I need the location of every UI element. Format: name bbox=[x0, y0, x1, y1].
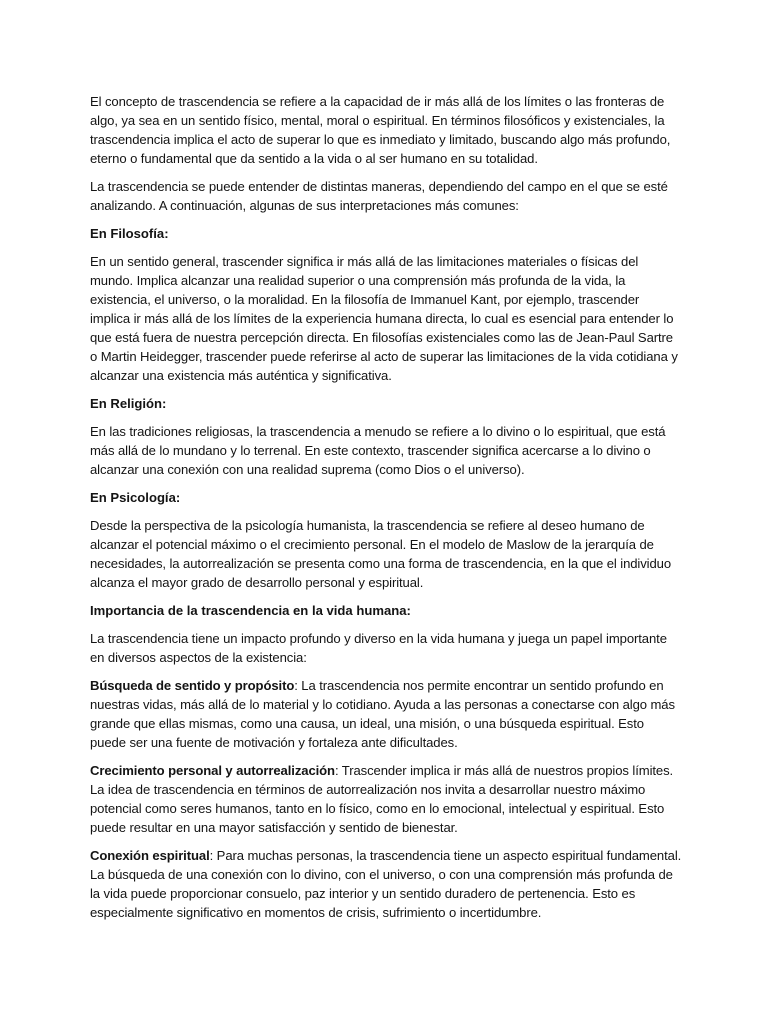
point-sentido-proposito bbox=[90, 676, 682, 752]
point-crecimiento-personal bbox=[90, 761, 682, 837]
section-body-filosofia: En un sentido general, trascender significa ir más allá de las limitaciones materiales o físicas del mundo. Implica alcanzar una realidad superior o una comprensión más profunda de la vida, la existencia, el universo, o la moralidad. En la filosofía de Immanuel Kant, por ejemplo, trascender implica ir más allá de los límites de la experiencia humana directa, lo cual es esencial para entender lo que está fuera de nuestra percepción directa. En filosofías existenciales como las de Jean-Paul Sartre o Martin Heidegger, trascender puede referirse al acto de superar las limitaciones de la vida cotidiana y alcanzar una existencia más auténtica y significativa. bbox=[90, 254, 678, 383]
point-lead: Conexión espiritual bbox=[90, 848, 210, 863]
intro-paragraph-2: La trascendencia se puede entender de distintas maneras, dependiendo del campo en el que se esté analizando. A continuación, algunas de sus interpretaciones más comunes: bbox=[90, 179, 668, 213]
section-heading-psicologia: En Psicología: bbox=[90, 490, 181, 505]
section-heading-religion: En Religión: bbox=[90, 396, 167, 411]
intro-paragraph-1: El concepto de trascendencia se refiere a la capacidad de ir más allá de los límites o las fronteras de algo, ya sea en un sentido físico, mental, moral o espiritual. En términos filosóficos y existenciales, la trascendencia implica el acto de superar lo que es inmediato y limitado, buscando algo más profundo, eterno o fundamental que da sentido a la vida o al ser humano en su totalidad. bbox=[90, 94, 671, 166]
section-heading-filosofia: En Filosofía: bbox=[90, 226, 169, 241]
point-body: : Para muchas personas, la trascendencia tiene un aspecto espiritual fundamental. La búsqueda de una conexión con lo divino, con el universo, o con una comprensión más profunda de la vida puede proporcionar consuelo, paz interior y un sentido duradero de pertenencia. Esto es especialmente significativo en momentos de crisis, sufrimiento o incertidumbre. bbox=[90, 848, 682, 920]
point-conexion-espiritual bbox=[90, 846, 682, 922]
section-body-religion: En las tradiciones religiosas, la trascendencia a menudo se refiere a lo divino o lo espiritual, que está más allá de lo mundano y lo terrenal. En este contexto, trascender significa acercarse a lo divino o alcanzar una conexión con una realidad suprema (como Dios o el universo). bbox=[90, 424, 666, 477]
document-page bbox=[90, 92, 682, 931]
section-body-importancia: La trascendencia tiene un impacto profundo y diverso en la vida humana y juega un papel importante en diversos aspectos de la existencia: bbox=[90, 631, 667, 665]
section-body-psicologia: Desde la perspectiva de la psicología humanista, la trascendencia se refiere al deseo humano de alcanzar el potencial máximo o el crecimiento personal. En el modelo de Maslow de la jerarquía de necesidades, la autorrealización se presenta como una forma de trascendencia, en la que el individuo alcanza el mayor grado de desarrollo personal y espiritual. bbox=[90, 518, 672, 590]
point-lead: Crecimiento personal y autorrealización bbox=[90, 763, 335, 778]
point-body: : La trascendencia nos permite encontrar un sentido profundo en nuestras vidas, más allá de lo material y lo cotidiano. Ayuda a las personas a conectarse con algo más grande que ellas mismas, como una causa, un ideal, una misión, o una búsqueda espiritual. Esto puede ser una fuente de motivación y fortaleza ante dificultades. bbox=[90, 678, 675, 750]
section-heading-importancia: Importancia de la trascendencia en la vida humana: bbox=[90, 603, 411, 618]
point-body: : Trascender implica ir más allá de nuestros propios límites. La idea de trascendencia en términos de autorrealización nos invita a desarrollar nuestro máximo potencial como seres humanos, tanto en lo físico, como en lo emocional, intelectual y espiritual. Esto puede resultar en una mayor satisfacción y sentido de bienestar. bbox=[90, 763, 674, 835]
point-lead: Búsqueda de sentido y propósito bbox=[90, 678, 295, 693]
